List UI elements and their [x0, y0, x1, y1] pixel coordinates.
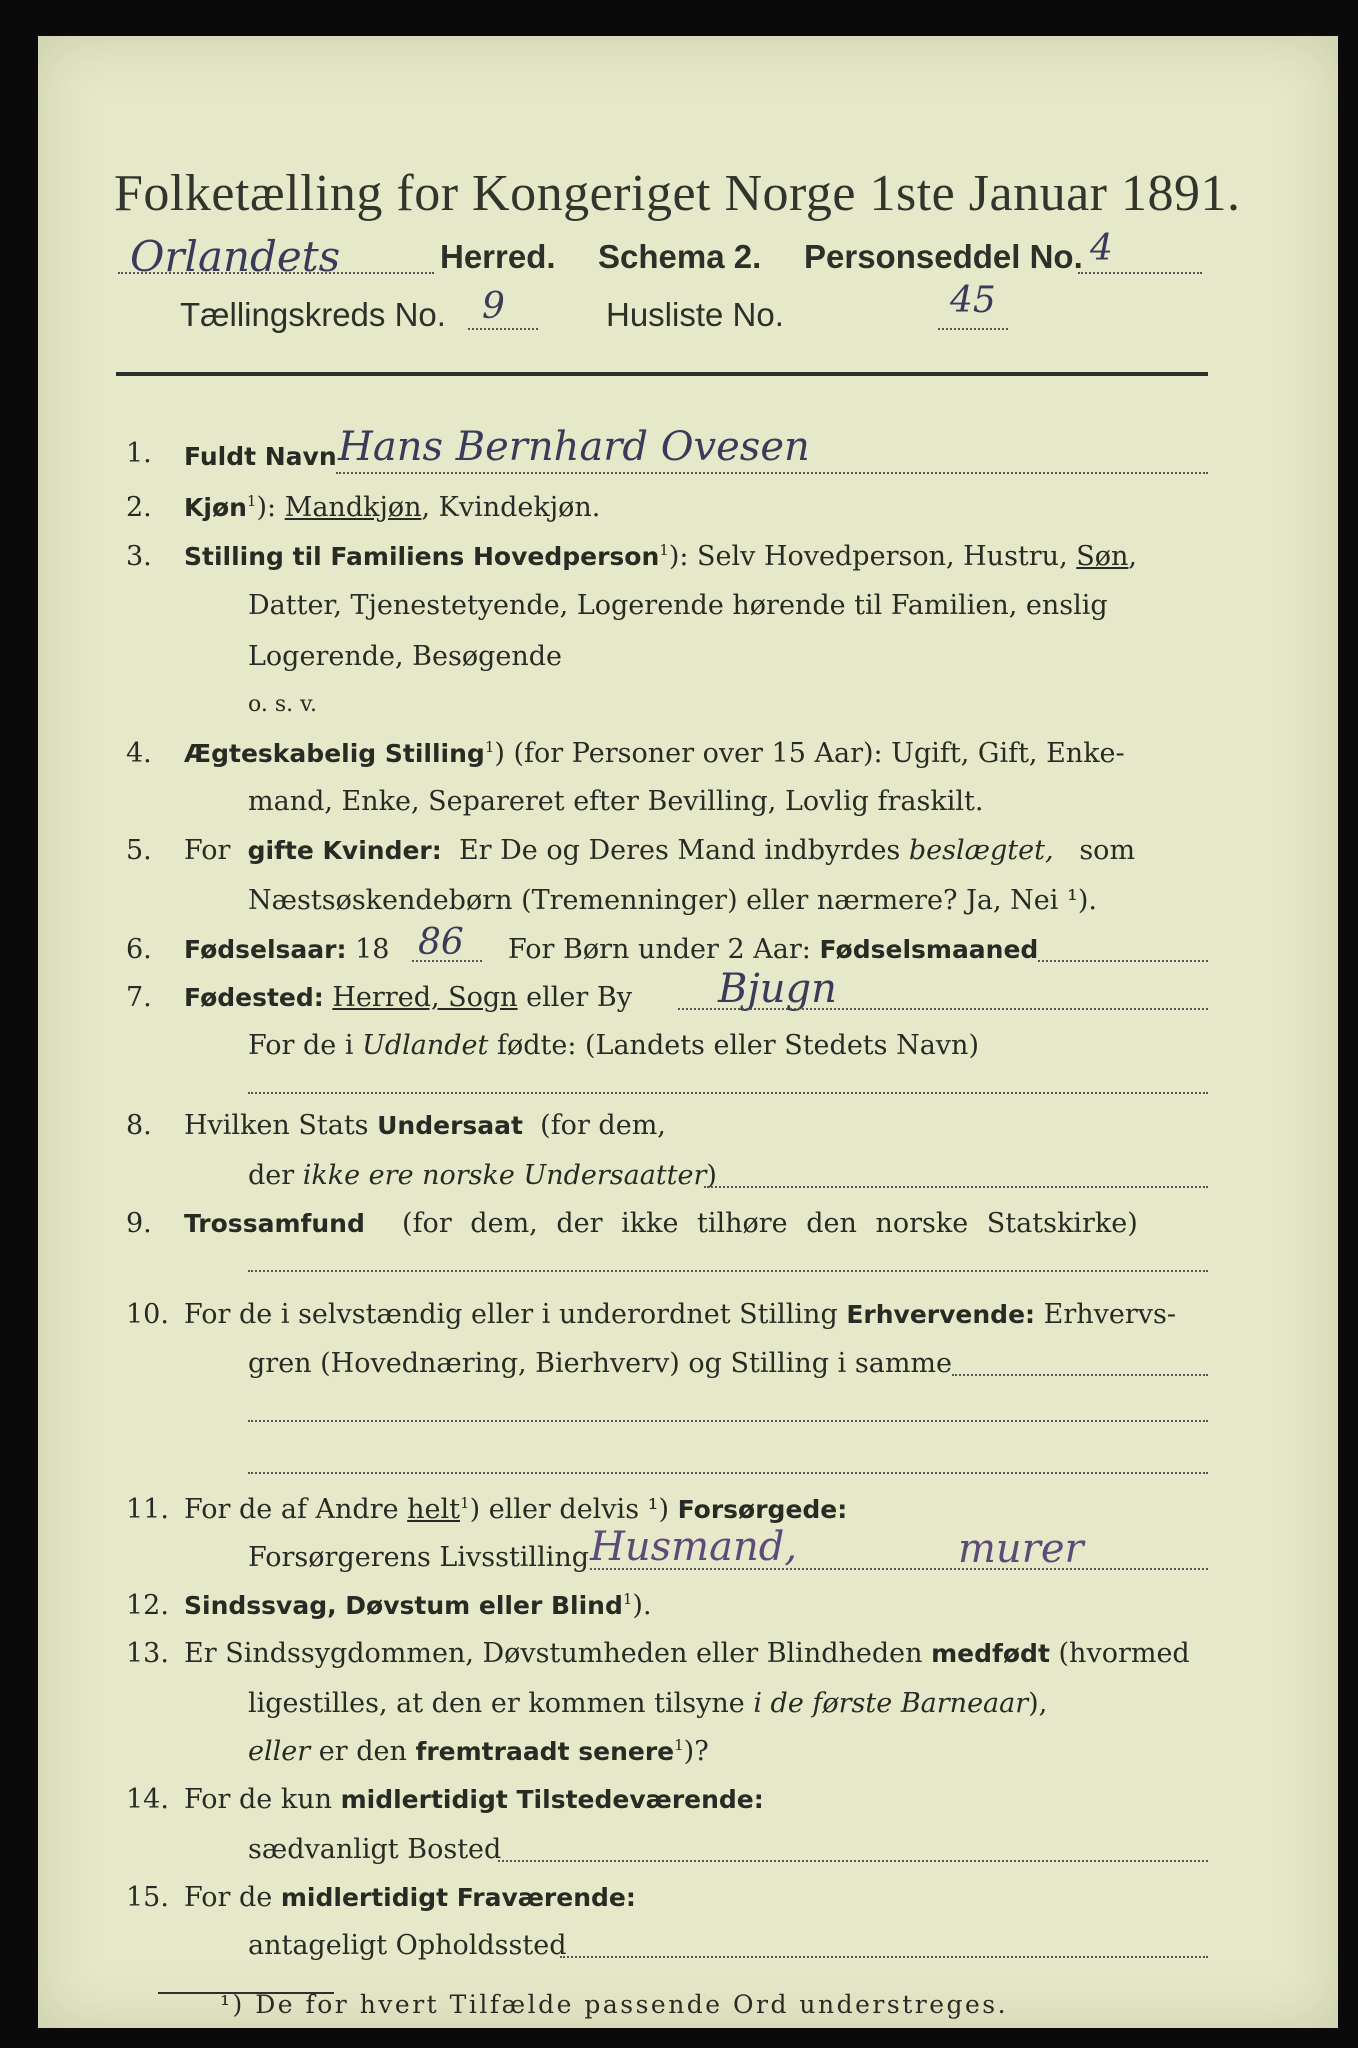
header-rule	[116, 372, 1208, 376]
kreds-dotline	[468, 328, 538, 330]
q9-dotline	[248, 1270, 1208, 1272]
q4-line2: mand, Enke, Separeret efter Bevilling, Lovlig fraskilt.	[248, 786, 984, 817]
q10-dotline1	[952, 1374, 1208, 1376]
q1-full-name: Hans Bernhard Ovesen	[338, 424, 810, 470]
q4-number: 4.	[126, 738, 152, 769]
q13-label: medfødt	[931, 1639, 1050, 1668]
q5-number: 5.	[126, 835, 152, 866]
q4-label: Ægteskabelig Stilling	[184, 739, 485, 768]
q11-dotline	[590, 1568, 1208, 1570]
herred-handwritten: Orlandets	[130, 232, 341, 281]
q8-dotline	[704, 1186, 1208, 1188]
personseddel-number: 4	[1090, 228, 1113, 269]
q9-line1: Trossamfund (for dem, der ikke tilhøre den norske Statskirke)	[184, 1208, 1138, 1239]
q13-line2: ligestilles, at den er kommen tilsyne i de første Barneaar),	[248, 1688, 1048, 1719]
q13-number: 13.	[126, 1638, 169, 1669]
census-form-page	[38, 36, 1338, 2028]
q7-dotline	[678, 1008, 1208, 1010]
q2-row	[126, 494, 152, 521]
q6-text: For Børn under 2 Aar: Fødselsmaaned	[508, 934, 1039, 965]
q5-label: gifte Kvinder:	[247, 836, 442, 865]
q3-line2: Datter, Tjenestetyende, Logerende hørende til Familien, enslig	[248, 590, 1108, 621]
q12-line: Sindssvag, Døvstum eller Blind$^1$).	[184, 1590, 652, 1621]
q3-son-underlined: Søn	[1076, 541, 1129, 572]
q10-line2: gren (Hovednæring, Bierhverv) og Stilling i samme	[248, 1348, 953, 1379]
q5-line2: Næstsøskendebørn (Tremenninger) eller nærmere? Ja, Nei ¹).	[248, 885, 1097, 916]
q1-label: Fuldt Navn	[184, 442, 337, 471]
q10-dotline3	[248, 1472, 1208, 1474]
q15-label: midlertidigt Fraværende:	[280, 1883, 636, 1912]
q13-line1: Er Sindssygdommen, Døvstumheden eller Blindheden medfødt (hvormed	[184, 1638, 1190, 1669]
q10-number: 10.	[126, 1299, 169, 1330]
q14-line1: For de kun midlertidigt Tilstedeværende:	[184, 1784, 764, 1815]
q1-row	[126, 440, 152, 467]
q7-label: Fødested:	[184, 983, 324, 1012]
q8-line1: Hvilken Stats Undersaat (for dem,	[184, 1110, 666, 1141]
q15-row	[126, 1884, 169, 1911]
q9-label: Trossamfund	[184, 1209, 365, 1238]
q14-row	[126, 1786, 169, 1813]
q6-label2: Fødselsmaaned	[819, 935, 1039, 964]
q13-label2: fremtraadt senere	[415, 1737, 675, 1766]
q8-line2: der ikke ere norske Undersaatter)	[248, 1160, 717, 1191]
q6-label: Fødselsaar:	[184, 935, 347, 964]
q11-row	[126, 1496, 169, 1523]
q10-row	[126, 1301, 169, 1328]
q7-line1: Fødested: Herred, Sogn eller By	[184, 982, 632, 1013]
q12-row	[126, 1592, 169, 1619]
q11-line1: For de af Andre helt$^1$) eller delvis ¹) Forsørgede:	[184, 1494, 848, 1525]
q2-number: 2.	[126, 492, 152, 523]
herred-dotline	[118, 272, 434, 274]
q3-row	[126, 543, 152, 570]
q15-line2: antageligt Opholdssted	[248, 1930, 567, 1961]
q4-line1: Ægteskabelig Stilling$^1$) (for Personer over 15 Aar): Ugift, Gift, Enke-	[184, 738, 1125, 769]
q11-line2: Forsørgerens Livsstilling	[248, 1542, 590, 1573]
q11-provider-occupation-2: murer	[958, 1526, 1084, 1572]
q2-label: Kjøn	[184, 493, 247, 522]
q1-dotline	[336, 472, 1208, 474]
q12-number: 12.	[126, 1590, 169, 1621]
q3-line3: Logerende, Besøgende	[248, 641, 562, 672]
herred-label: Herred.	[440, 238, 556, 275]
form-title: Folketælling for Kongeriget Norge 1ste Januar 1891.	[114, 165, 1241, 222]
husliste-number: 45	[950, 280, 996, 321]
q6-number: 6.	[126, 934, 152, 965]
q11-provider-occupation: Husmand,	[590, 1524, 798, 1570]
personseddel-dotline	[1078, 272, 1202, 274]
q5-row	[126, 837, 152, 864]
q8-row	[126, 1112, 152, 1139]
q10-label: Erhvervende:	[846, 1300, 1036, 1329]
q7-number: 7.	[126, 982, 152, 1013]
q11-number: 11.	[126, 1494, 169, 1525]
q7-row	[126, 984, 152, 1011]
q10-line1: For de i selvstændig eller i underordnet Stilling Erhvervende: Erhvervs-	[184, 1299, 1177, 1330]
q7-line2: For de i Udlandet fødte: (Landets eller Stedets Navn)	[248, 1030, 979, 1061]
q2-kvindekjon: , Kvindekjøn.	[421, 492, 601, 523]
q1-number: 1.	[126, 438, 152, 469]
q3-number: 3.	[126, 541, 152, 572]
q6-row	[126, 936, 152, 963]
q8-label: Undersaat	[377, 1111, 523, 1140]
q8-number: 8.	[126, 1110, 152, 1141]
q14-number: 14.	[126, 1784, 169, 1815]
q2-text: Kjøn$^1$): Mandkjøn, Kvindekjøn.	[184, 492, 601, 523]
q5-line1: For gifte Kvinder: Er De og Deres Mand indbyrdes beslægtet, som	[184, 835, 1136, 866]
q9-row	[126, 1210, 152, 1237]
q7-dotline2	[248, 1092, 1208, 1094]
q9-number: 9.	[126, 1208, 152, 1239]
q6-birth-year: 86	[418, 922, 464, 963]
q3-label: Stilling til Familiens Hovedperson	[184, 542, 660, 571]
q14-label: midlertidigt Tilstedeværende:	[340, 1785, 764, 1814]
kreds-number: 9	[482, 286, 505, 327]
q2-footnote-mark: 1	[246, 492, 257, 510]
kreds-label: Tællingskreds No.	[180, 296, 446, 333]
q12-label: Sindssvag, Døvstum eller Blind	[184, 1591, 623, 1620]
personseddel-label: Personseddel No.	[804, 238, 1083, 275]
husliste-dotline	[938, 328, 1008, 330]
q15-number: 15.	[126, 1882, 169, 1913]
q15-line1: For de midlertidigt Fraværende:	[184, 1882, 636, 1913]
q13-line3: eller er den fremtraadt senere$^1$)?	[248, 1736, 709, 1767]
q10-dotline2	[248, 1420, 1208, 1422]
q14-line2: sædvanligt Bosted	[248, 1834, 502, 1865]
schema-label: Schema 2.	[598, 238, 762, 275]
q3-line4: o. s. v.	[248, 692, 317, 717]
q7-birthplace: Bjugn	[718, 966, 837, 1012]
q14-dotline	[498, 1860, 1208, 1862]
q4-row	[126, 740, 152, 767]
q6-month-dotline	[1038, 960, 1208, 962]
footnote: ¹) De for hvert Tilfælde passende Ord understreges.	[220, 1990, 1009, 2019]
q2-mandkjon: Mandkjøn	[284, 492, 422, 523]
q15-dotline	[560, 1956, 1208, 1958]
q6-dotline	[412, 960, 482, 962]
q13-row	[126, 1640, 169, 1667]
husliste-label: Husliste No.	[606, 296, 784, 333]
q6-line: Fødselsaar: 18	[184, 934, 390, 965]
q11-label: Forsørgede:	[677, 1495, 848, 1524]
q3-line1: Stilling til Familiens Hovedperson$^1$): Selv Hovedperson, Hustru, Søn,	[184, 541, 1137, 572]
